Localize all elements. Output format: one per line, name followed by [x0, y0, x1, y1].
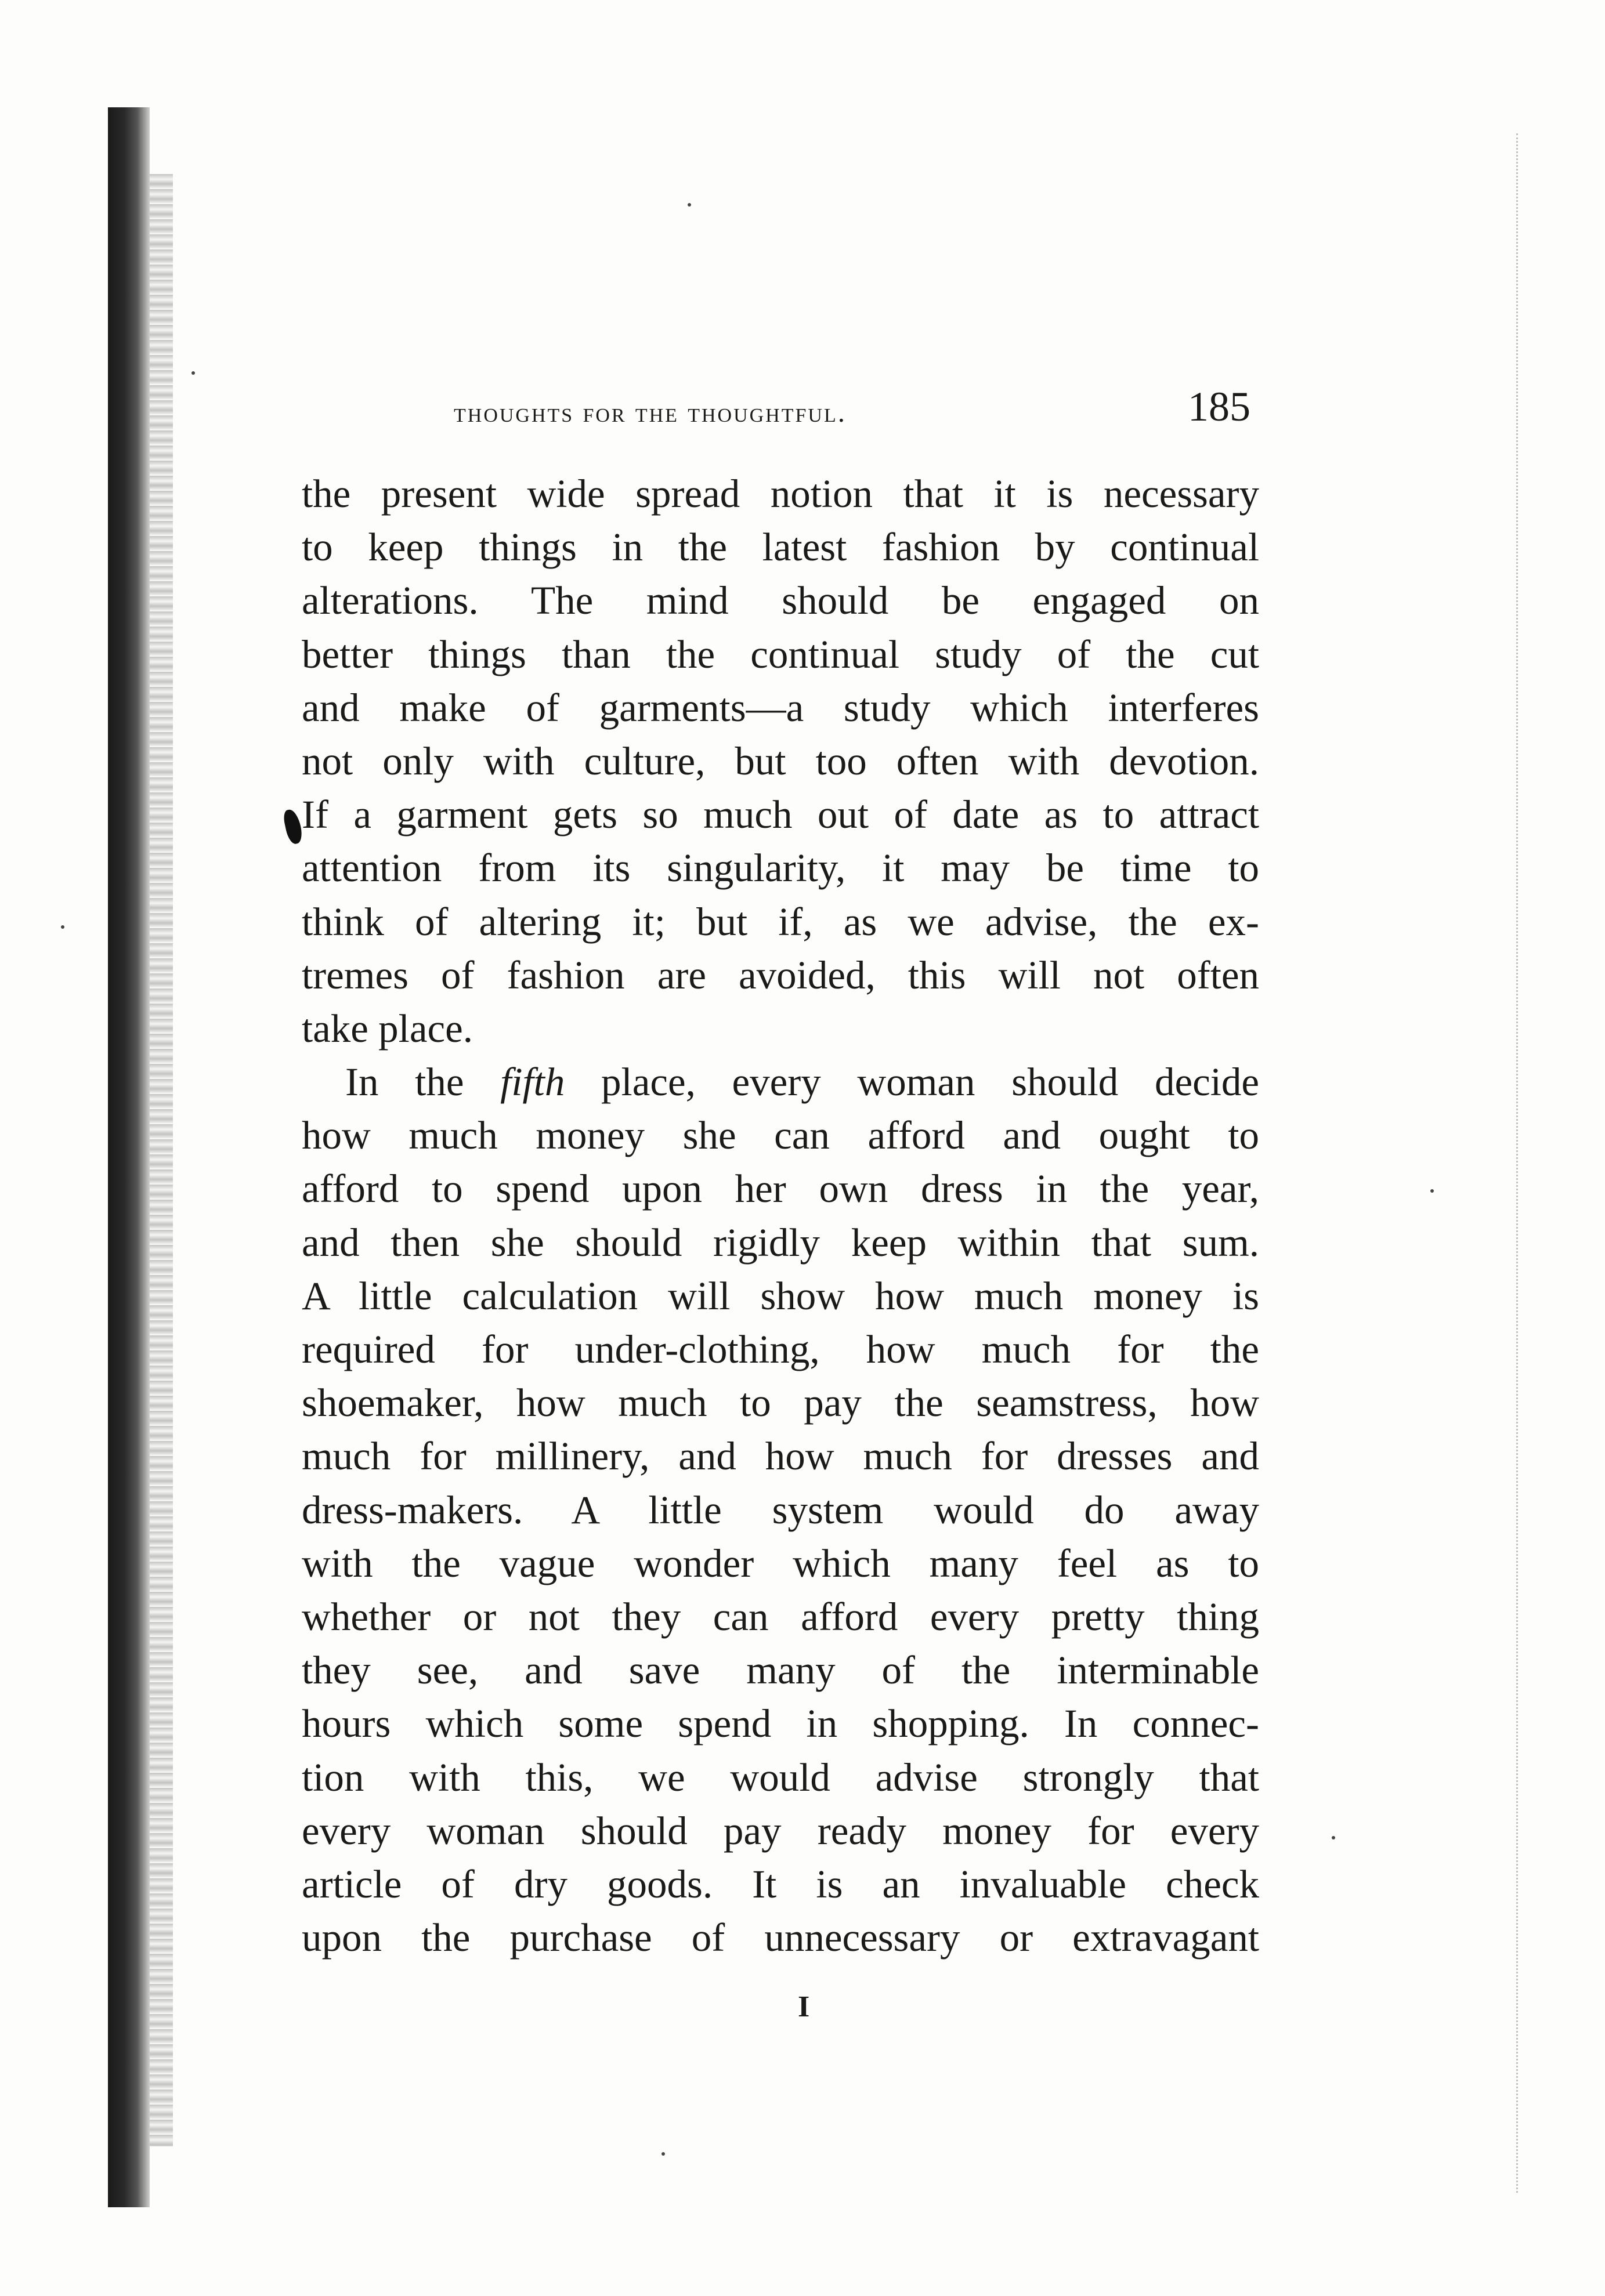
text-line: tion with this, we would advise strongly that	[302, 1755, 1259, 1799]
text-line: not only with culture, but too often with devotion.	[302, 738, 1259, 783]
text-line: much for millinery, and how much for dresses and	[302, 1434, 1259, 1479]
gutter-speckle	[150, 174, 173, 2146]
text-line: take place.	[302, 1006, 473, 1051]
text-line: how much money she can afford and ought to	[302, 1113, 1259, 1158]
body-text	[302, 467, 1259, 1964]
text-line: afford to spend upon her own dress in the year,	[302, 1167, 1259, 1211]
text-line: with the vague wonder which many feel as to	[302, 1541, 1259, 1585]
text-line: dress-makers. A little system would do away	[302, 1487, 1259, 1532]
running-header	[0, 376, 1605, 440]
text-line: required for under-clothing, how much for the	[302, 1327, 1259, 1371]
text-line: A little calculation will show how much money is	[302, 1273, 1259, 1318]
text-line: think of altering it; but if, as we advise, the ex-	[302, 899, 1259, 944]
paper-speck	[1332, 1836, 1335, 1839]
text-line: tremes of fashion are avoided, this will not often	[302, 953, 1259, 997]
emphasized-word: fifth	[500, 1060, 565, 1104]
text-line: every woman should pay ready money for every	[302, 1808, 1259, 1853]
ink-smudge	[282, 808, 304, 845]
running-title: thoughts for the thoughtful.	[454, 396, 847, 428]
text-line: alterations. The mind should be engaged on	[302, 578, 1259, 623]
text-line: the present wide spread notion that it is necessary	[302, 472, 1259, 516]
text-line: to keep things in the latest fashion by continual	[302, 525, 1259, 570]
text-line: they see, and save many of the interminable	[302, 1648, 1259, 1693]
text-line: article of dry goods. It is an invaluable check	[302, 1862, 1259, 1906]
text-line: hours which some spend in shopping. In connec-	[302, 1701, 1259, 1746]
page-number: 185	[1188, 383, 1250, 430]
paper-speck	[191, 371, 195, 375]
paragraph-start-line: In the fifth place, every woman should decide	[345, 1060, 1259, 1104]
paper-speck	[661, 2152, 665, 2156]
paper-speck	[1430, 1189, 1434, 1193]
page-edge	[1493, 133, 1518, 2193]
text-line: better things than the continual study of the cut	[302, 632, 1259, 676]
paper-speck	[688, 203, 691, 207]
text-line: and make of garments—a study which interferes	[302, 685, 1259, 730]
text-line: whether or not they can afford every pretty thing	[302, 1594, 1259, 1639]
text-line: and then she should rigidly keep within that sum.	[302, 1220, 1259, 1265]
text-line: If a garment gets so much out of date as to attract	[302, 792, 1259, 837]
signature-mark: I	[798, 1990, 810, 2023]
text-line: upon the purchase of unnecessary or extravagant	[302, 1915, 1259, 1960]
text-line: shoemaker, how much to pay the seamstress, how	[302, 1381, 1259, 1425]
paper-speck	[61, 925, 64, 929]
text-line: attention from its singularity, it may be time to	[302, 846, 1259, 890]
